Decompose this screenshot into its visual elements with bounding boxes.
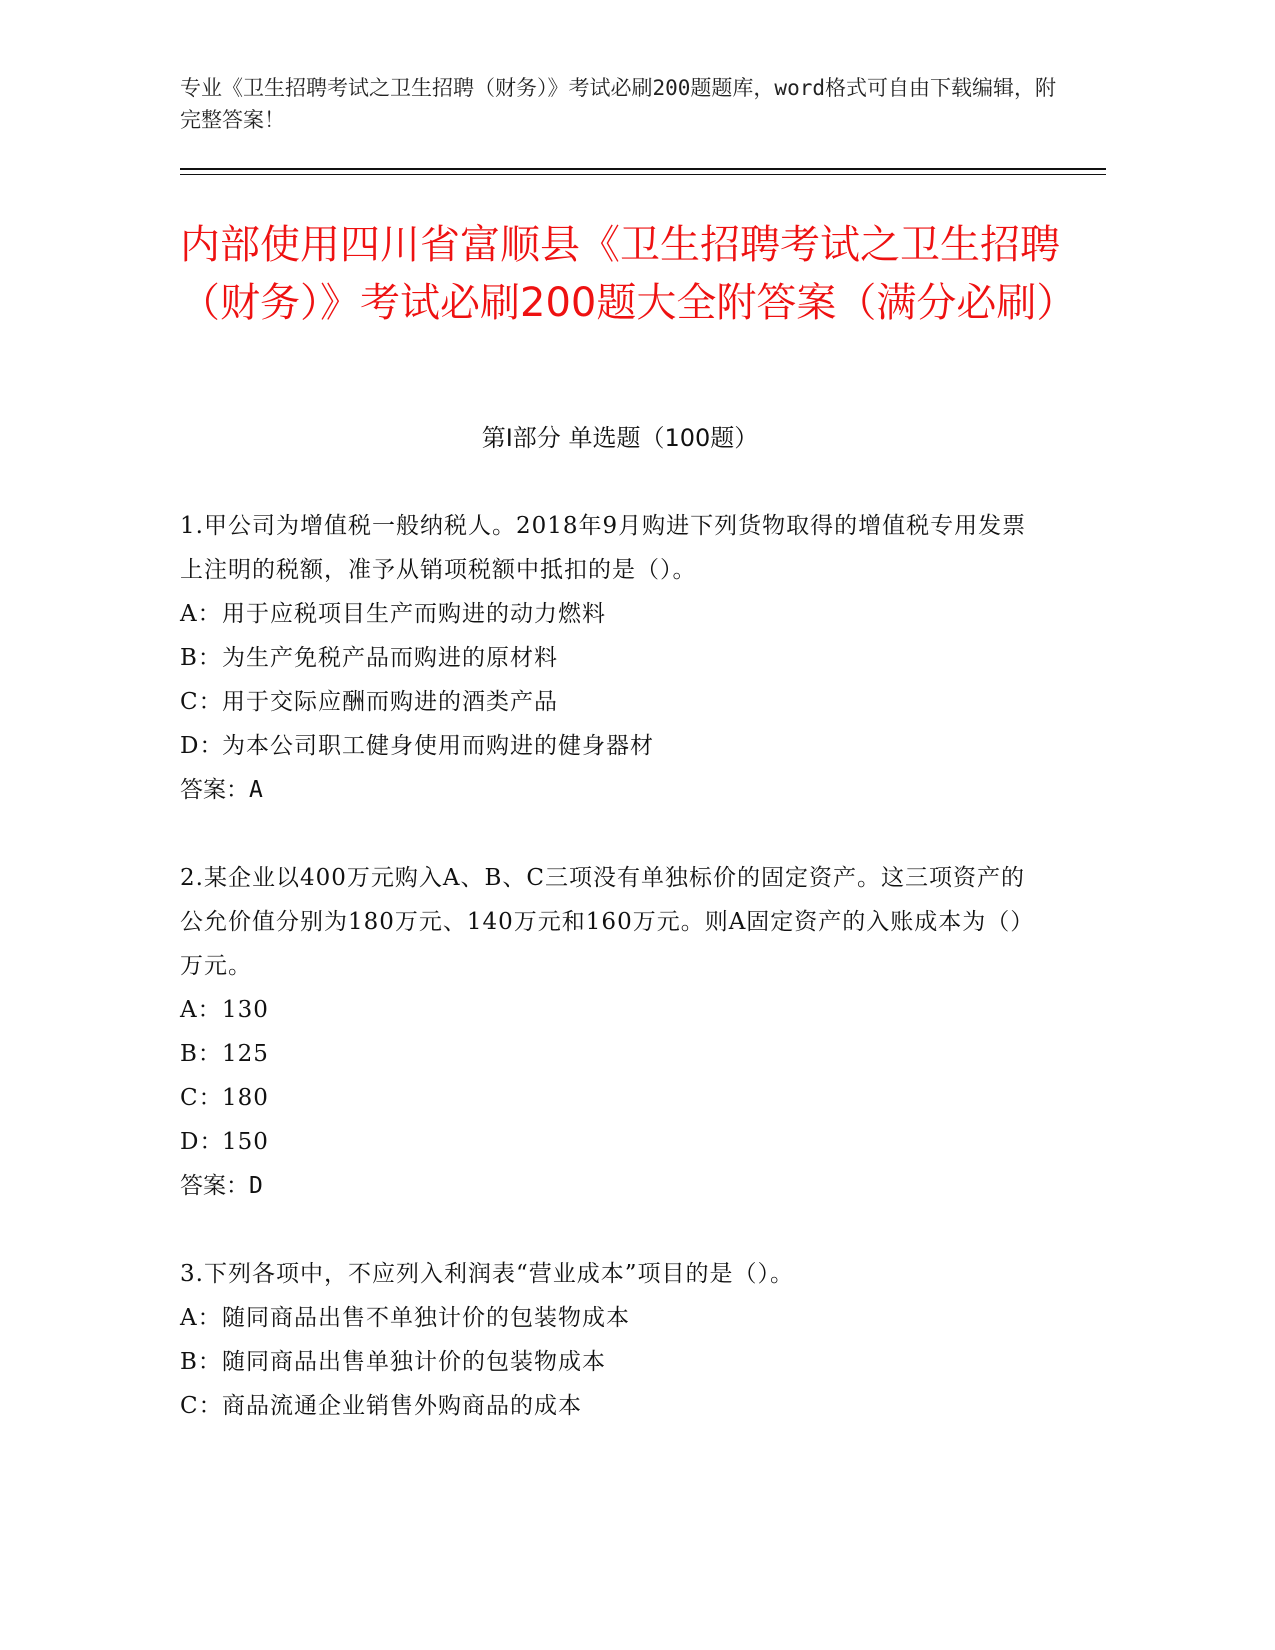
question-3 [180, 1252, 1040, 1428]
question-stem: 3.下列各项中，不应列入利润表“营业成本”项目的是（）。 [180, 1261, 794, 1287]
option-key: A： [180, 1305, 222, 1331]
option-text: 180 [222, 1085, 269, 1111]
option-d [180, 1120, 1040, 1164]
question-1 [180, 504, 1040, 812]
answer-label: 答案： [180, 1173, 249, 1199]
option-key: B： [180, 1041, 222, 1067]
option-text: 150 [222, 1129, 269, 1155]
option-text: 随同商品出售不单独计价的包装物成本 [222, 1305, 630, 1331]
question-stem: 2.某企业以400万元购入A、B、C三项没有单独标价的固定资产。这三项资产的公允价值分别为180万元、140万元和160万元。则A固定资产的入账成本为（）万元。 [180, 865, 1035, 979]
option-a [180, 1296, 1040, 1340]
option-text: 130 [222, 997, 269, 1023]
option-key: C： [180, 1085, 223, 1111]
answer-value: A [249, 777, 263, 803]
header-rule-thin [180, 174, 1106, 175]
option-key: B： [180, 645, 222, 671]
answer-line [180, 768, 1040, 812]
header-note: 专业《卫生招聘考试之卫生招聘（财务）》考试必刷200题题库，word格式可自由下载编辑，附完整答案！ [180, 76, 1056, 132]
option-text: 125 [222, 1041, 269, 1067]
option-text: 为生产免税产品而购进的原材料 [222, 645, 558, 671]
option-key: C： [180, 1393, 223, 1419]
option-key: B： [180, 1349, 222, 1375]
header-rule-thick [180, 168, 1106, 170]
option-c [180, 1384, 1040, 1428]
option-key: A： [180, 997, 222, 1023]
section-title: 第Ⅰ部分 单选题（100题） [481, 424, 759, 452]
option-c [180, 1076, 1040, 1120]
option-text: 为本公司职工健身使用而购进的健身器材 [222, 733, 654, 759]
question-list [180, 504, 1040, 1472]
question-stem: 1.甲公司为增值税一般纳税人。2018年9月购进下列货物取得的增值税专用发票上注明的税额，准予从销项税额中抵扣的是（）。 [180, 513, 1027, 583]
option-key: D： [180, 733, 224, 759]
option-text: 商品流通企业销售外购商品的成本 [222, 1393, 582, 1419]
option-text: 随同商品出售单独计价的包装物成本 [222, 1349, 606, 1375]
option-b [180, 636, 1040, 680]
option-b [180, 1032, 1040, 1076]
option-key: A： [180, 601, 222, 627]
option-key: D： [180, 1129, 224, 1155]
option-c [180, 680, 1040, 724]
document-title: 内部使用四川省富顺县《卫生招聘考试之卫生招聘（财务）》考试必刷200题大全附答案（满分必刷） [180, 222, 1077, 326]
option-text: 用于交际应酬而购进的酒类产品 [222, 689, 558, 715]
question-2 [180, 856, 1040, 1208]
option-a [180, 592, 1040, 636]
answer-label: 答案： [180, 777, 249, 803]
option-text: 用于应税项目生产而购进的动力燃料 [222, 601, 606, 627]
option-b [180, 1340, 1040, 1384]
option-key: C： [180, 689, 223, 715]
answer-line [180, 1164, 1040, 1208]
option-a [180, 988, 1040, 1032]
answer-value: D [249, 1173, 263, 1199]
option-d [180, 724, 1040, 768]
